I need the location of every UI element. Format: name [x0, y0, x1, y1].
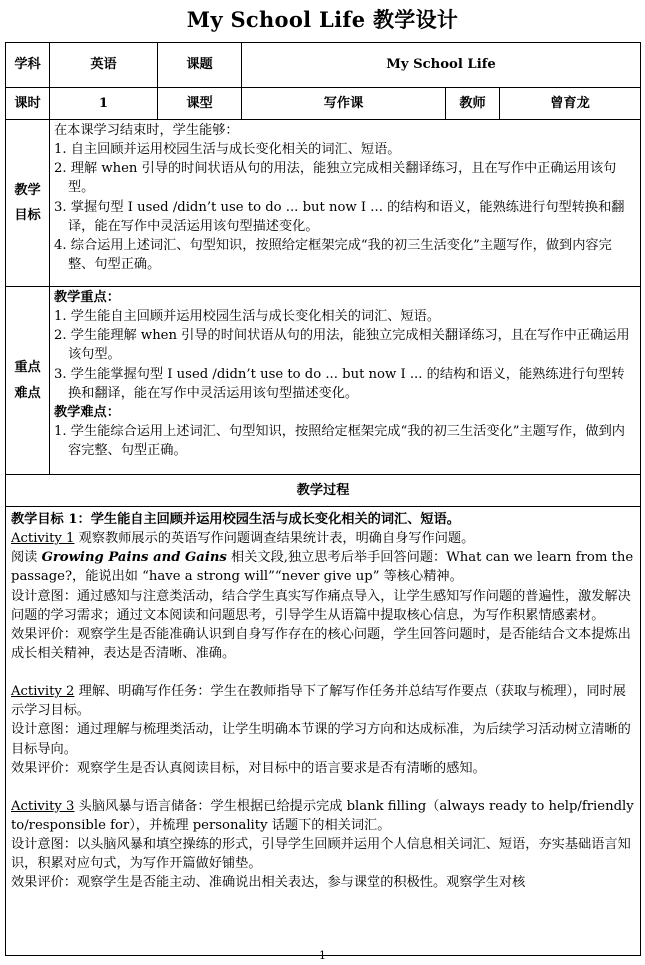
process-title: 教学过程 [6, 475, 641, 507]
reading-prefix: 阅读 [11, 550, 42, 566]
reading-text: 相关文段,独立思考后举手回答问题：What can we learn from the passage?，能说出如 “have a strong will”“never give up” 等核心精神。 [11, 550, 634, 585]
teacher-label: 教师 [446, 88, 500, 120]
objectives-intro: 在本课学习结束时，学生能够： [54, 123, 239, 138]
objectives-row [6, 120, 641, 287]
activity-1 [11, 529, 635, 548]
type-value: 写作课 [242, 88, 446, 120]
activity-2-design: 设计意图：通过理解与梳理类活动，让学生明确本节课的学习方向和达成标准，为后续学习活动树立清晰的目标导向。 [11, 722, 631, 757]
objective-item: 3. 掌握句型 I used /didn’t use to do ... but now I ... 的结构和语义，能熟练进行句型转换和翻译，能在写作中灵活运用该句型描述变化。 [54, 199, 625, 234]
activity-1-reading [11, 548, 635, 586]
focus-item: 2. 学生能理解 when 引导的时间状语从句的用法，能独立完成相关翻译练习，且在写作中正确运用该句型。 [54, 328, 630, 363]
focus-item: 3. 学生能掌握句型 I used /didn’t use to do ... but now I ... 的结构和语义，能熟练进行句型转换和翻译，能在写作中灵活运用该句型描述变化。 [54, 366, 625, 401]
page-number: 1 [319, 949, 326, 962]
activity-3-design: 设计意图：以头脑风暴和填空操练的形式，引导学生回顾并运用个人信息相关词汇、短语，夯实基础语言知识，积累对应句式，为写作开篇做好铺垫。 [11, 837, 631, 872]
activity-2-name: Activity 2 [11, 684, 75, 700]
difficulty-item: 1. 学生能综合运用上述词汇、句型知识，按照给定框架完成“我的初三生活变化”主题写作，做到内容完整、句型正确。 [54, 423, 625, 459]
process-title-row [6, 475, 641, 507]
activity-2-eval: 效果评价：观察学生是否认真阅读目标，对目标中的语言要求是否有清晰的感知。 [11, 760, 486, 776]
activity-2-text: 理解、明确写作任务：学生在教师指导下了解写作任务并总结写作要点（获取与梳理），同时展示学习目标。 [11, 684, 626, 719]
objectives-content [50, 120, 641, 287]
period-label: 课时 [6, 88, 50, 120]
teacher-value: 曾育龙 [500, 88, 641, 120]
activity-3-name: Activity 3 [11, 798, 75, 814]
activity-1-eval: 效果评价：观察学生是否能准确认识到自身写作存在的核心问题，学生回答问题时，是否能结合文本提炼出成长相关精神，表达是否清晰、准确。 [11, 626, 631, 661]
topic-value: My School Life [242, 43, 641, 88]
subject-value: 英语 [50, 43, 158, 88]
topic-label: 课题 [158, 43, 242, 88]
subject-label: 学科 [6, 43, 50, 88]
keypoints-content [50, 287, 641, 475]
activity-3-text: 头脑风暴与语言储备：学生根据已给提示完成 blank filling（always ready to help/friendly to/responsible for），并梳理 personality 话题下的相关词汇。 [11, 798, 634, 833]
document-title: My School Life 教学设计 [186, 7, 459, 32]
spacer [11, 778, 635, 797]
info-row-2 [6, 88, 641, 120]
period-value: 1 [50, 88, 158, 120]
objectives-label: 教学目标 [6, 120, 50, 287]
keypoints-label: 重点难点 [6, 287, 50, 475]
goal-1: 教学目标 1：学生能自主回顾并运用校园生活与成长变化相关的词汇、短语。 [11, 512, 460, 527]
focus-item: 1. 学生能自主回顾并运用校园生活与成长变化相关的词汇、短语。 [54, 309, 441, 325]
objective-item: 1. 自主回顾并运用校园生活与成长变化相关的词汇、短语。 [54, 142, 401, 158]
focus-title: 教学重点： [54, 290, 120, 305]
lesson-plan-table [5, 42, 641, 956]
activity-3-eval: 效果评价：观察学生是否能主动、准确说出相关表达，参与课堂的积极性。观察学生对核 [11, 875, 526, 891]
book-title: Growing Pains and Gains [41, 550, 227, 566]
activity-1-design: 设计意图：通过感知与注意类活动，结合学生真实写作痛点导入，让学生感知写作问题的普遍性，激发解决问题的学习需求；通过文本阅读和问题思考，引导学生从语篇中提取核心信息，为写作积累情感素材。 [11, 588, 631, 623]
objective-item: 2. 理解 when 引导的时间状语从句的用法，能独立完成相关翻译练习，且在写作中正确运用该句型。 [54, 161, 617, 196]
difficulty-title: 教学难点： [54, 404, 120, 420]
activity-1-name: Activity 1 [11, 531, 75, 547]
objective-item: 4. 综合运用上述词汇、句型知识，按照给定框架完成“我的初三生活变化”主题写作，做到内容完整、句型正确。 [54, 237, 612, 272]
spacer [11, 663, 635, 682]
activity-2 [11, 682, 635, 720]
process-row [6, 507, 641, 956]
process-content [6, 507, 641, 956]
activity-3 [11, 797, 635, 835]
info-row-1 [6, 43, 641, 88]
type-label: 课型 [158, 88, 242, 120]
keypoints-row [6, 287, 641, 475]
activity-1-text: 观察教师展示的英语写作问题调查结果统计表，明确自身写作问题。 [74, 531, 475, 547]
